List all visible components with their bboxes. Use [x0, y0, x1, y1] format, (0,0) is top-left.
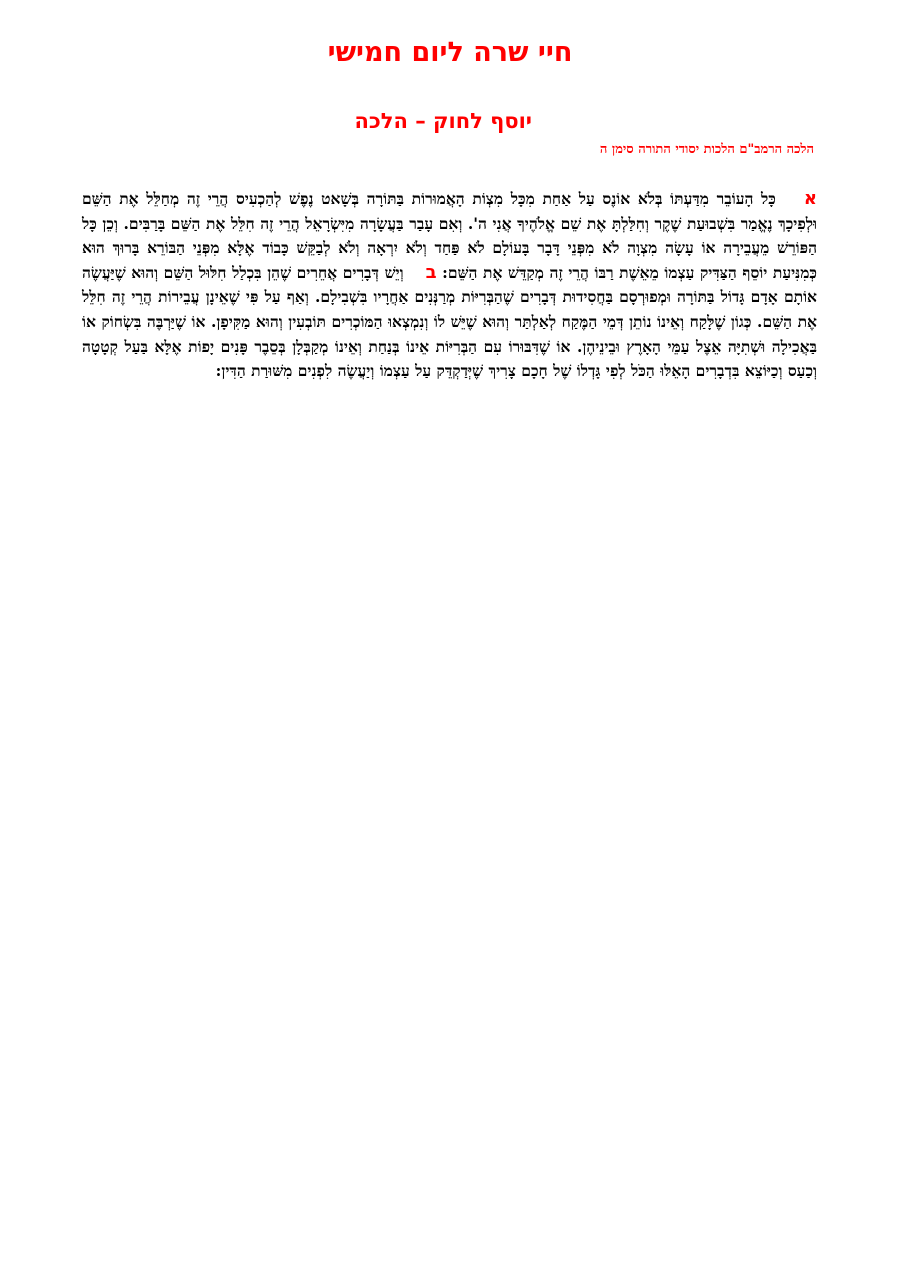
source-reference: הלכה הרמב"ם הלכות יסודי התורה סימן ה	[599, 142, 814, 157]
page-title: חיי שרה ליום חמישי	[327, 37, 573, 68]
section-title: יוסף לחוק – הלכה	[354, 109, 532, 133]
halacha-text-2: וְיֵשׁ דְּבָרִים אֲחֵרִים שֶׁהֵן בִּכְלַל חִלּוּל הַשֵּׁם וְהוּא שֶׁיַּעֲשֶׂה אוֹתָם אָדָם גָּדוֹל בַּתּוֹרָה וּמְפוּרְסָם בַּחֲסִידוּת דְּבָרִים שֶׁהַבְּרִיּוֹת מְרַנְּנִים אַחֲרָיו בִּשְׁבִילָם. וְאַף עַל פִּי שֶׁאֵינָן עֲבֵירוֹת הֲרֵי זֶה חִלֵּל אֶת הַשֵּׁם. כְּגוֹן שֶׁלָּקַח וְאֵינוֹ נוֹתֵן דְּמֵי הַמֶּקַח לְאַלְתַּר וְהוּא שֶׁיֵּשׁ לוֹ וְנִמְצְאוּ הַמּוֹכְרִים תּוֹבְעִין וְהוּא מַקִּיפָן. אוֹ שֶׁיַּרְבֶּה בִּשְׂחוֹק אוֹ בַּאֲכִילָה וּשְׁתִיָּה אֵצֶל עַמֵּי הָאָרֶץ וּבֵינֵיהֶן. אוֹ שֶׁדִּבּוּרוֹ עִם הַבְּרִיּוֹת אֵינוֹ בְּנַחַת וְאֵינוֹ מְקַבְּלָן בְּסֵבֶר פָּנִים יָפוֹת אֶלָּא בַּעַל קְטָטָה וְכַעַס וְכַיּוֹצֵא בִּדְבָרִים הָאֵלּוּ הַכֹּל לְפִי גָּדְלוֹ שֶׁל חָכָם צָרִיךְ שֶׁיְּדַקְדֵּק עַל עַצְמוֹ וְיַעֲשֶׂה לִפְנִים מִשּׁוּרַת הַדִּין:	[82, 262, 817, 381]
halacha-text-1: כָּל הָעוֹבֵר מִדַּעְתּוֹ בְּלֹא אוֹנֶס עַל אַחַת מִכָּל מִצְוֹת הָאֲמוּרוֹת בַּתּוֹרָה בְּשָׁאט נֶפֶשׁ לְהַכְעִיס הֲרֵי זֶה מְחַלֵּל אֶת הַשֵּׁם וּלְפִיכָךְ נֶאֱמַר בִּשְׁבוּעַת שֶׁקֶר וְחִלַּלְתָּ אֶת שֵׁם אֱלֹהֶיךָ אֲנִי ה'. וְאִם עָבַר בַּעֲשָׂרָה מִיִּשְׂרָאֵל הֲרֵי זֶה חִלֵּל אֶת הַשֵּׁם בָּרַבִּים. וְכֵן כָּל הַפּוֹרֵשׁ מֵעֲבֵירָה אוֹ עָשָׂה מִצְוָה לֹא מִפְּנֵי דָּבָר בָּעוֹלָם לֹא פַּחַד וְלֹא יִרְאָה וְלֹא לְבַקֵּשׁ כָּבוֹד אֶלָּא מִפְּנֵי הַבּוֹרֵא בָּרוּךְ הוּא כְּמִנִּיעַת יוֹסֵף הַצַּדִּיק עַצְמוֹ מֵאֵשֶׁת רַבּוֹ הֲרֵי זֶה מְקַדֵּשׁ אֶת הַשֵּׁם:	[82, 189, 817, 282]
halacha-body	[82, 187, 817, 384]
halacha-number-2: ב	[425, 261, 437, 283]
halacha-number-1: א	[803, 188, 817, 209]
